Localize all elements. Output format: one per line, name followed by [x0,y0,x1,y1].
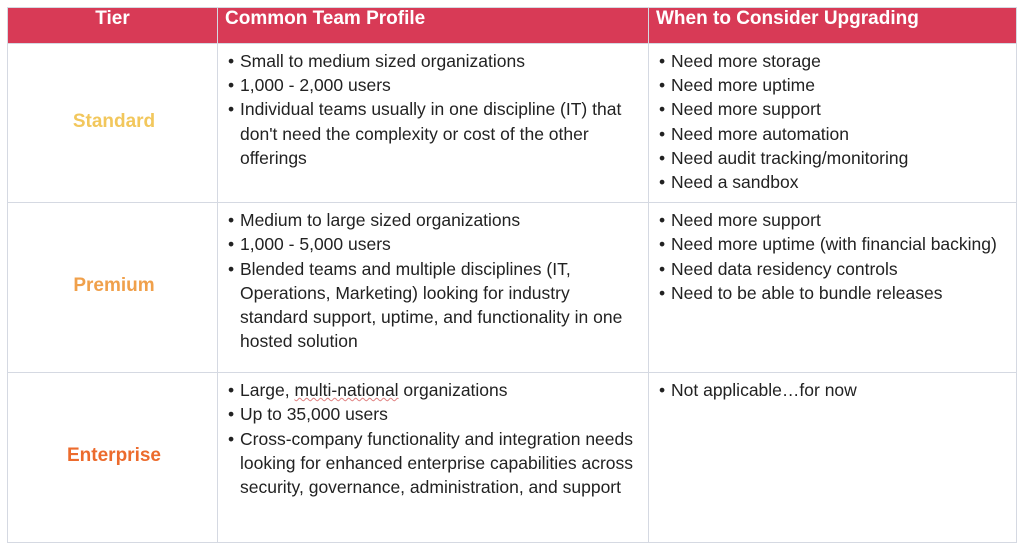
list-item: • Up to 35,000 users [228,402,641,426]
list-item: • 1,000 - 2,000 users [228,73,641,97]
profile-list [228,378,641,499]
profile-cell [218,203,649,373]
list-item: • Need more uptime [659,73,1009,97]
upgrade-list [659,49,1009,194]
tier-name: Standard [8,44,218,203]
tier-name: Premium [8,203,218,373]
list-item: • Need more support [659,208,1009,232]
list-item: • Need more automation [659,122,1009,146]
list-item: • Need a sandbox [659,170,1009,194]
list-item: • Need more storage [659,49,1009,73]
tier-name: Enterprise [8,373,218,543]
profile-list [228,49,641,170]
profile-cell [218,373,649,543]
list-item: • Need more uptime (with financial backing) [659,232,1009,256]
tier-comparison-table [7,7,1017,543]
table-row [8,44,1017,203]
list-item: • Need more support [659,97,1009,121]
header-row [8,8,1017,44]
upgrade-cell [649,373,1017,543]
list-item: • Need audit tracking/monitoring [659,146,1009,170]
upgrade-cell [649,44,1017,203]
list-item: • Need data residency controls [659,257,1009,281]
list-item: • Large, multi-national organizations [228,378,641,402]
header-tier: Tier [8,8,218,44]
header-profile: Common Team Profile [218,8,649,44]
upgrade-list [659,208,1009,305]
upgrade-list [659,378,1009,402]
header-upgrade: When to Consider Upgrading [649,8,1017,44]
list-item: • 1,000 - 5,000 users [228,232,641,256]
list-item: • Medium to large sized organizations [228,208,641,232]
list-item: • Need to be able to bundle releases [659,281,1009,305]
list-item: • Not applicable…for now [659,378,1009,402]
table-row [8,203,1017,373]
list-item: • Individual teams usually in one discipline (IT) that don't need the complexity or cost of the other offerings [228,97,641,170]
list-item: • Blended teams and multiple disciplines (IT, Operations, Marketing) looking for industry standard support, uptime, and functionality in one hosted solution [228,257,641,354]
spellcheck-underline: multi-national [294,380,399,401]
profile-cell [218,44,649,203]
list-item: • Cross-company functionality and integration needs looking for enhanced enterprise capabilities across security, governance, administration, and support [228,427,641,500]
upgrade-cell [649,203,1017,373]
table-row [8,373,1017,543]
list-item: • Small to medium sized organizations [228,49,641,73]
profile-list [228,208,641,353]
